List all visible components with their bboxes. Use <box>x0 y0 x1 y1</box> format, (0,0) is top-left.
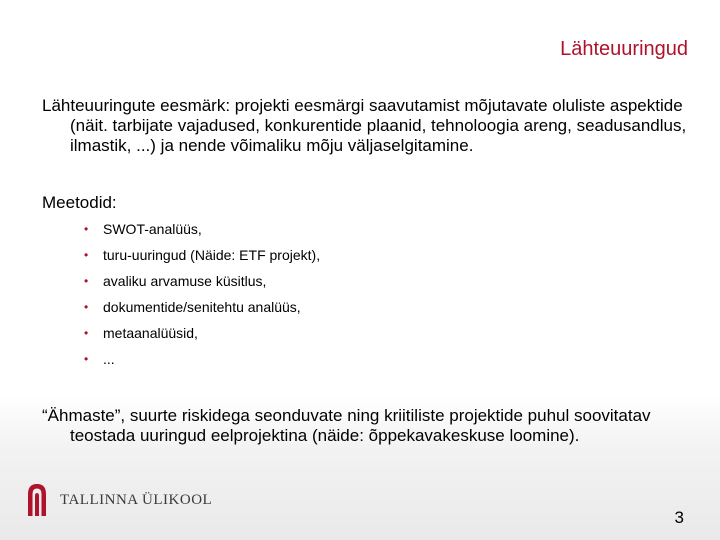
list-item-text: turu-uuringud (Näide: ETF projekt), <box>103 247 321 263</box>
list-item <box>84 216 320 242</box>
bullet-dot-icon: • <box>84 300 89 314</box>
closing-paragraph: “Ähmaste”, suurte riskidega seonduvate ning kriitiliste projektide puhul soovitatav teostada uuringud eelprojektina (näide: õppekavakeskuse loomine). <box>42 406 651 445</box>
bullet-dot-icon: • <box>84 352 89 366</box>
list-item-text: metaanalüüsid, <box>103 325 198 341</box>
bullet-dot-icon: • <box>84 274 89 288</box>
methods-list <box>84 216 320 372</box>
bullet-dot-icon: • <box>84 222 89 236</box>
list-item <box>84 320 320 346</box>
list-item <box>84 346 320 372</box>
tallinn-university-logo-icon <box>26 482 48 516</box>
list-item-text: ... <box>103 351 115 367</box>
list-item <box>84 268 320 294</box>
methods-heading: Meetodid: <box>42 193 117 212</box>
list-item <box>84 294 320 320</box>
list-item-text: dokumentide/senitehtu analüüs, <box>103 299 301 315</box>
bullet-dot-icon: • <box>84 248 89 262</box>
page-number: 3 <box>674 508 684 527</box>
logo-text: TALLINNA ÜLIKOOL <box>60 491 213 508</box>
university-logo <box>26 482 212 516</box>
list-item-text: avaliku arvamuse küsitlus, <box>103 273 267 289</box>
list-item <box>84 242 320 268</box>
intro-paragraph: Lähteuuringute eesmärk: projekti eesmärgi saavutamist mõjutavate oluliste aspektide (näit. tarbijate vajadused, konkurentide plaanid, tehnoloogia areng, seadusandlus, ilmastik, ...) ja nende võimaliku mõju väljaselgitamine. <box>42 96 687 155</box>
slide-title: Lähteuuringud <box>560 38 688 60</box>
list-item-text: SWOT-analüüs, <box>103 221 202 237</box>
bullet-dot-icon: • <box>84 326 89 340</box>
